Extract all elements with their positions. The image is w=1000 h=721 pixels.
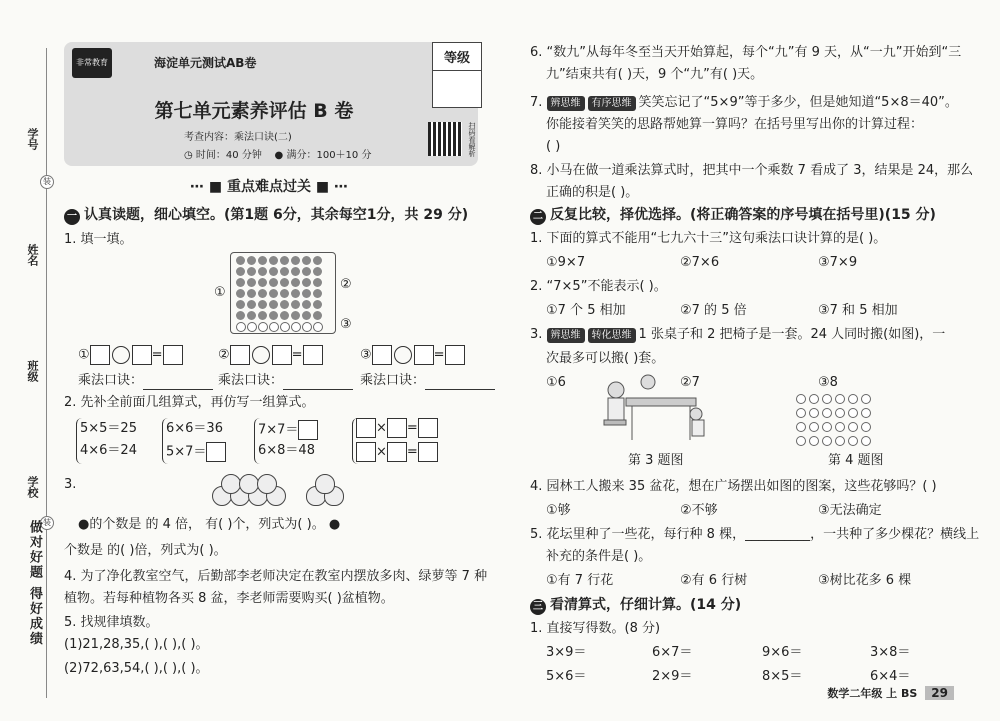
array-dot <box>236 278 245 287</box>
array-dot <box>280 311 289 320</box>
section-number: 三 <box>530 599 546 615</box>
thinking-tag: 转化思维 <box>588 328 636 343</box>
question-1: 1. 填一填。 <box>64 232 133 247</box>
equation: 6×8＝48 <box>258 443 315 458</box>
array-dot <box>313 289 322 298</box>
array-dot <box>236 311 245 320</box>
class-label: 班级 <box>26 360 39 382</box>
flower-pattern <box>796 394 870 446</box>
array-dot <box>269 322 279 332</box>
binding-sidebar <box>0 0 60 721</box>
custom-equation: × = <box>356 418 438 438</box>
thinking-tag: 辨思维 <box>547 328 585 343</box>
flower-dot <box>835 422 845 432</box>
q1-equation-2: ② = <box>218 345 323 365</box>
equation: 4×6＝24 <box>80 443 137 458</box>
q3-line-1: ●的个数是 的 4 倍， 有( )个，列式为( )。 ● <box>78 517 341 532</box>
thinking-tag: 辨思维 <box>547 96 585 111</box>
array-dot <box>291 289 300 298</box>
flower-dot <box>822 408 832 418</box>
equation: 5×5＝25 <box>80 421 137 436</box>
page-title: 第七单元素养评估 B 卷 <box>154 100 354 122</box>
test-header <box>64 42 478 166</box>
key-points-heading: ⋯ ■ 重点难点过关 ■ ⋯ <box>190 179 348 195</box>
flower-dot <box>809 408 819 418</box>
choice-3-line-1: 3. 辨思维 转化思维 1 张桌子和 2 把椅子是一套。24 人同时搬(如图)，一 <box>530 327 946 342</box>
answer-box[interactable] <box>298 420 318 440</box>
array-dot <box>302 300 311 309</box>
choice-option[interactable]: ①够 <box>546 503 571 518</box>
flower-dot <box>861 394 871 404</box>
array-dot <box>247 300 256 309</box>
array-dot <box>291 311 300 320</box>
answer-line[interactable] <box>143 377 213 390</box>
answer-box[interactable] <box>272 345 292 365</box>
array-dot <box>291 278 300 287</box>
answer-box[interactable] <box>132 345 152 365</box>
flower-dot <box>796 408 806 418</box>
figure-4-caption: 第 4 题图 <box>828 453 884 468</box>
flower-dot <box>861 436 871 446</box>
flower-dot <box>809 436 819 446</box>
array-dot <box>258 311 267 320</box>
flower-dot <box>822 422 832 432</box>
page-number: 29 <box>925 686 954 700</box>
section-number: 一 <box>64 209 80 225</box>
array-dot <box>313 322 323 332</box>
answer-box[interactable] <box>303 345 323 365</box>
section-2-heading: 二 反复比较，择优选择。(将正确答案的序号填在括号里)(15 分) <box>530 206 936 225</box>
flower-dot <box>861 408 871 418</box>
choice-option[interactable]: ③树比花多 6 棵 <box>818 573 912 588</box>
flower-dot <box>835 408 845 418</box>
choice-option[interactable]: ①7 个 5 相加 <box>546 303 626 318</box>
answer-box[interactable] <box>387 442 407 462</box>
rhyme-line-3: 乘法口诀： <box>360 372 495 390</box>
array-dot <box>258 278 267 287</box>
array-dot <box>313 300 322 309</box>
array-dot <box>280 267 289 276</box>
custom-equation: × = <box>356 442 438 462</box>
array-dot <box>236 256 245 265</box>
question-3-number: 3. <box>64 477 77 492</box>
flower-dot <box>835 394 845 404</box>
answer-box[interactable] <box>90 345 110 365</box>
answer-box[interactable] <box>418 442 438 462</box>
array-dot <box>291 267 300 276</box>
choice-option[interactable]: ③7 和 5 相加 <box>818 303 898 318</box>
array-dot <box>269 278 278 287</box>
operator-circle[interactable] <box>112 346 130 364</box>
figure-3-caption: 第 3 题图 <box>628 453 684 468</box>
question-4-line-2: 植物。若每种植物各买 8 盆，李老师需要购买( )盆植物。 <box>64 591 394 606</box>
question-7-line-2: 你能接着笑笑的思路帮她算一算吗？在括号里写出你的计算过程： <box>546 117 924 132</box>
calc-item[interactable]: 3×8＝ <box>870 645 911 660</box>
array-dot <box>302 322 312 332</box>
subject-label: 数学二年级 上 BS <box>827 687 918 700</box>
flower-dot <box>796 422 806 432</box>
answer-box[interactable] <box>445 345 465 365</box>
flower-dot <box>835 436 845 446</box>
array-dot <box>247 311 256 320</box>
array-dot <box>291 322 301 332</box>
question-5-1: (1)21,28,35,( ),( ),( )。 <box>64 637 209 652</box>
table-chairs-illustration <box>596 374 706 446</box>
calc-item[interactable]: 6×4＝ <box>870 669 911 684</box>
array-dot <box>269 289 278 298</box>
array-mark: ② <box>340 277 352 292</box>
flower-dot <box>848 394 858 404</box>
array-dot <box>280 278 289 287</box>
qr-code-icon[interactable] <box>428 122 462 156</box>
equation: 7×7＝ <box>258 420 318 440</box>
binding-hole: 装 <box>40 175 54 189</box>
array-mark: ① <box>214 285 226 300</box>
grade-label: 等级 <box>433 47 481 71</box>
answer-box[interactable] <box>230 345 250 365</box>
question-8-line-2: 正确的积是( )。 <box>546 185 639 200</box>
array-dot <box>258 256 267 265</box>
array-dot <box>258 300 267 309</box>
array-dot <box>313 267 322 276</box>
calc-item[interactable]: 2×9＝ <box>652 669 693 684</box>
array-dot <box>302 289 311 298</box>
array-dot <box>258 289 267 298</box>
choice-option[interactable]: ③8 <box>818 375 838 390</box>
answer-line[interactable] <box>283 377 353 390</box>
operator-circle[interactable] <box>394 346 412 364</box>
exam-score: 满分：100＋10 分 <box>286 150 372 161</box>
array-dot <box>280 289 289 298</box>
array-dot <box>247 267 256 276</box>
calc-item[interactable]: 6×7＝ <box>652 645 693 660</box>
flower-dot <box>809 394 819 404</box>
array-dot <box>236 289 245 298</box>
array-dot <box>269 256 278 265</box>
exam-scope: 考查内容：乘法口诀(二) <box>184 132 292 143</box>
rhyme-line-1: 乘法口诀： <box>78 372 213 390</box>
question-4-line-1: 4. 为了净化教室空气，后勤部李老师决定在教室内摆放多肉、绿萝等 7 种 <box>64 569 488 584</box>
array-dot <box>291 300 300 309</box>
choice-option[interactable]: ②有 6 行树 <box>680 573 748 588</box>
array-dot <box>258 322 268 332</box>
school-label: 学校 <box>26 476 39 498</box>
section-1-heading: 一 认真读题，细心填空。(第1题 6分，其余每空1分，共 29 分) <box>64 206 468 225</box>
series-name: 海淀单元测试AB卷 <box>154 56 257 70</box>
choice-option[interactable]: ①6 <box>546 375 566 390</box>
cut-line <box>46 48 47 698</box>
array-dot <box>280 300 289 309</box>
name-label: 姓名 <box>26 244 39 266</box>
choice-option[interactable]: ①9×7 <box>546 255 586 270</box>
student-no-label: 学号 <box>26 128 39 150</box>
calc-heading: 1. 直接写得数。(8 分) <box>530 621 661 636</box>
array-dot <box>269 267 278 276</box>
array-dot <box>247 289 256 298</box>
array-mark: ③ <box>340 317 352 332</box>
apple-icon: ● <box>324 517 341 532</box>
choice-3-line-2: 次最多可以搬( )套。 <box>546 351 665 366</box>
choice-5-line-2: 补充的条件是( )。 <box>546 549 652 564</box>
rhyme-line-2: 乘法口诀： <box>218 372 353 390</box>
array-dot <box>247 322 257 332</box>
array-dot <box>291 256 300 265</box>
answer-box[interactable] <box>414 345 434 365</box>
answer-box[interactable] <box>356 418 376 438</box>
operator-circle[interactable] <box>252 346 270 364</box>
array-dot <box>247 278 256 287</box>
grade-box[interactable] <box>432 42 482 108</box>
array-dot <box>269 311 278 320</box>
equation: 6×6＝36 <box>166 421 223 436</box>
question-8-line-1: 8. 小马在做一道乘法算式时，把其中一个乘数 7 看成了 3，结果是 24，那么 <box>530 163 974 178</box>
choice-5-line-1: 5. 花坛里种了一些花，每行种 8 棵，__________，一共种了多少棵花？横线上 <box>530 527 980 542</box>
array-dot <box>236 267 245 276</box>
exam-meta <box>184 146 371 161</box>
answer-box[interactable] <box>356 442 376 462</box>
calc-item[interactable]: 9×6＝ <box>762 645 803 660</box>
section-number: 二 <box>530 209 546 225</box>
choice-option[interactable]: ②7 <box>680 375 700 390</box>
q1-equation-1: ① = <box>78 345 183 365</box>
exam-time: 时间：40 分钟 <box>195 150 262 161</box>
array-dot <box>302 278 311 287</box>
answer-box[interactable] <box>372 345 392 365</box>
choice-option[interactable]: ③无法确定 <box>818 503 882 518</box>
flower-dot <box>796 436 806 446</box>
answer-box[interactable] <box>206 442 226 462</box>
array-dot <box>313 311 322 320</box>
array-dot <box>280 256 289 265</box>
page-footer <box>827 685 954 701</box>
answer-box[interactable] <box>163 345 183 365</box>
qr-hint: 扫码看解析 <box>468 122 476 157</box>
array-dot <box>236 300 245 309</box>
choice-option[interactable]: ③7×9 <box>818 255 858 270</box>
question-5-2: (2)72,63,54,( ),( ),( )。 <box>64 661 209 676</box>
array-dot <box>280 322 290 332</box>
flower-dot <box>822 394 832 404</box>
flower-dot <box>848 436 858 446</box>
flower-dot <box>848 408 858 418</box>
flower-dot <box>822 436 832 446</box>
q1-equation-3: ③ = <box>360 345 465 365</box>
question-7-answer[interactable]: ( ) <box>546 139 561 154</box>
array-dot <box>247 256 256 265</box>
choice-4: 4. 园林工人搬来 35 盆花，想在广场摆出如图的图案，这些花够吗？( ) <box>530 479 937 494</box>
question-6-line-1: 6. “数九”从每年冬至当天开始算起，每个“九”有 9 天，从“一九”开始到“三 <box>530 45 962 60</box>
array-dot <box>313 278 322 287</box>
array-dot <box>302 267 311 276</box>
dot-array <box>236 256 322 332</box>
section-3-heading: 三 看清算式，仔细计算。(14 分) <box>530 596 741 615</box>
question-6-line-2: 九”结束共有( )天，9 个“九”有( )天。 <box>546 67 764 82</box>
flower-dot <box>848 422 858 432</box>
thinking-tag: 有序思维 <box>588 96 636 111</box>
star-icon: ● <box>274 150 284 161</box>
calc-item[interactable]: 3×9＝ <box>546 645 587 660</box>
choice-1: 1. 下面的算式不能用“七九六十三”这句乘法口诀计算的是( )。 <box>530 231 887 246</box>
array-dot <box>313 256 322 265</box>
choice-option[interactable]: ②不够 <box>680 503 718 518</box>
choice-2: 2. “7×5”不能表示( )。 <box>530 279 667 294</box>
array-dot <box>258 267 267 276</box>
question-7-line-1: 7. 辨思维 有序思维 笑笑忘记了“5×9”等于多少，但是她知道“5×8＝40”。 <box>530 95 958 110</box>
choice-option[interactable]: ②7 的 5 倍 <box>680 303 747 318</box>
slogan: 做对好题 得好成绩 <box>27 520 42 647</box>
array-dot <box>236 322 246 332</box>
array-dot <box>302 311 311 320</box>
question-2: 2. 先补全前面几组算式，再仿写一组算式。 <box>64 395 315 410</box>
flower-dot <box>861 422 871 432</box>
answer-box[interactable] <box>387 418 407 438</box>
calc-item[interactable]: 5×6＝ <box>546 669 587 684</box>
calc-item[interactable]: 8×5＝ <box>762 669 803 684</box>
array-dot <box>302 256 311 265</box>
answer-line[interactable] <box>425 377 495 390</box>
array-dot <box>269 300 278 309</box>
binding-hole: 装 <box>40 516 54 530</box>
choice-option[interactable]: ①有 7 行花 <box>546 573 614 588</box>
brand-logo: 非常教育 <box>72 48 112 78</box>
equation: 5×7＝ <box>166 442 226 462</box>
answer-box[interactable] <box>418 418 438 438</box>
question-5: 5. 找规律填数。 <box>64 615 159 630</box>
flower-dot <box>809 422 819 432</box>
choice-option[interactable]: ②7×6 <box>680 255 720 270</box>
q3-line-2: 个数是 的( )倍，列式为( )。 <box>64 543 227 558</box>
clock-icon: ◷ <box>184 150 193 161</box>
flower-dot <box>796 394 806 404</box>
apple-icon: ● <box>78 517 90 532</box>
